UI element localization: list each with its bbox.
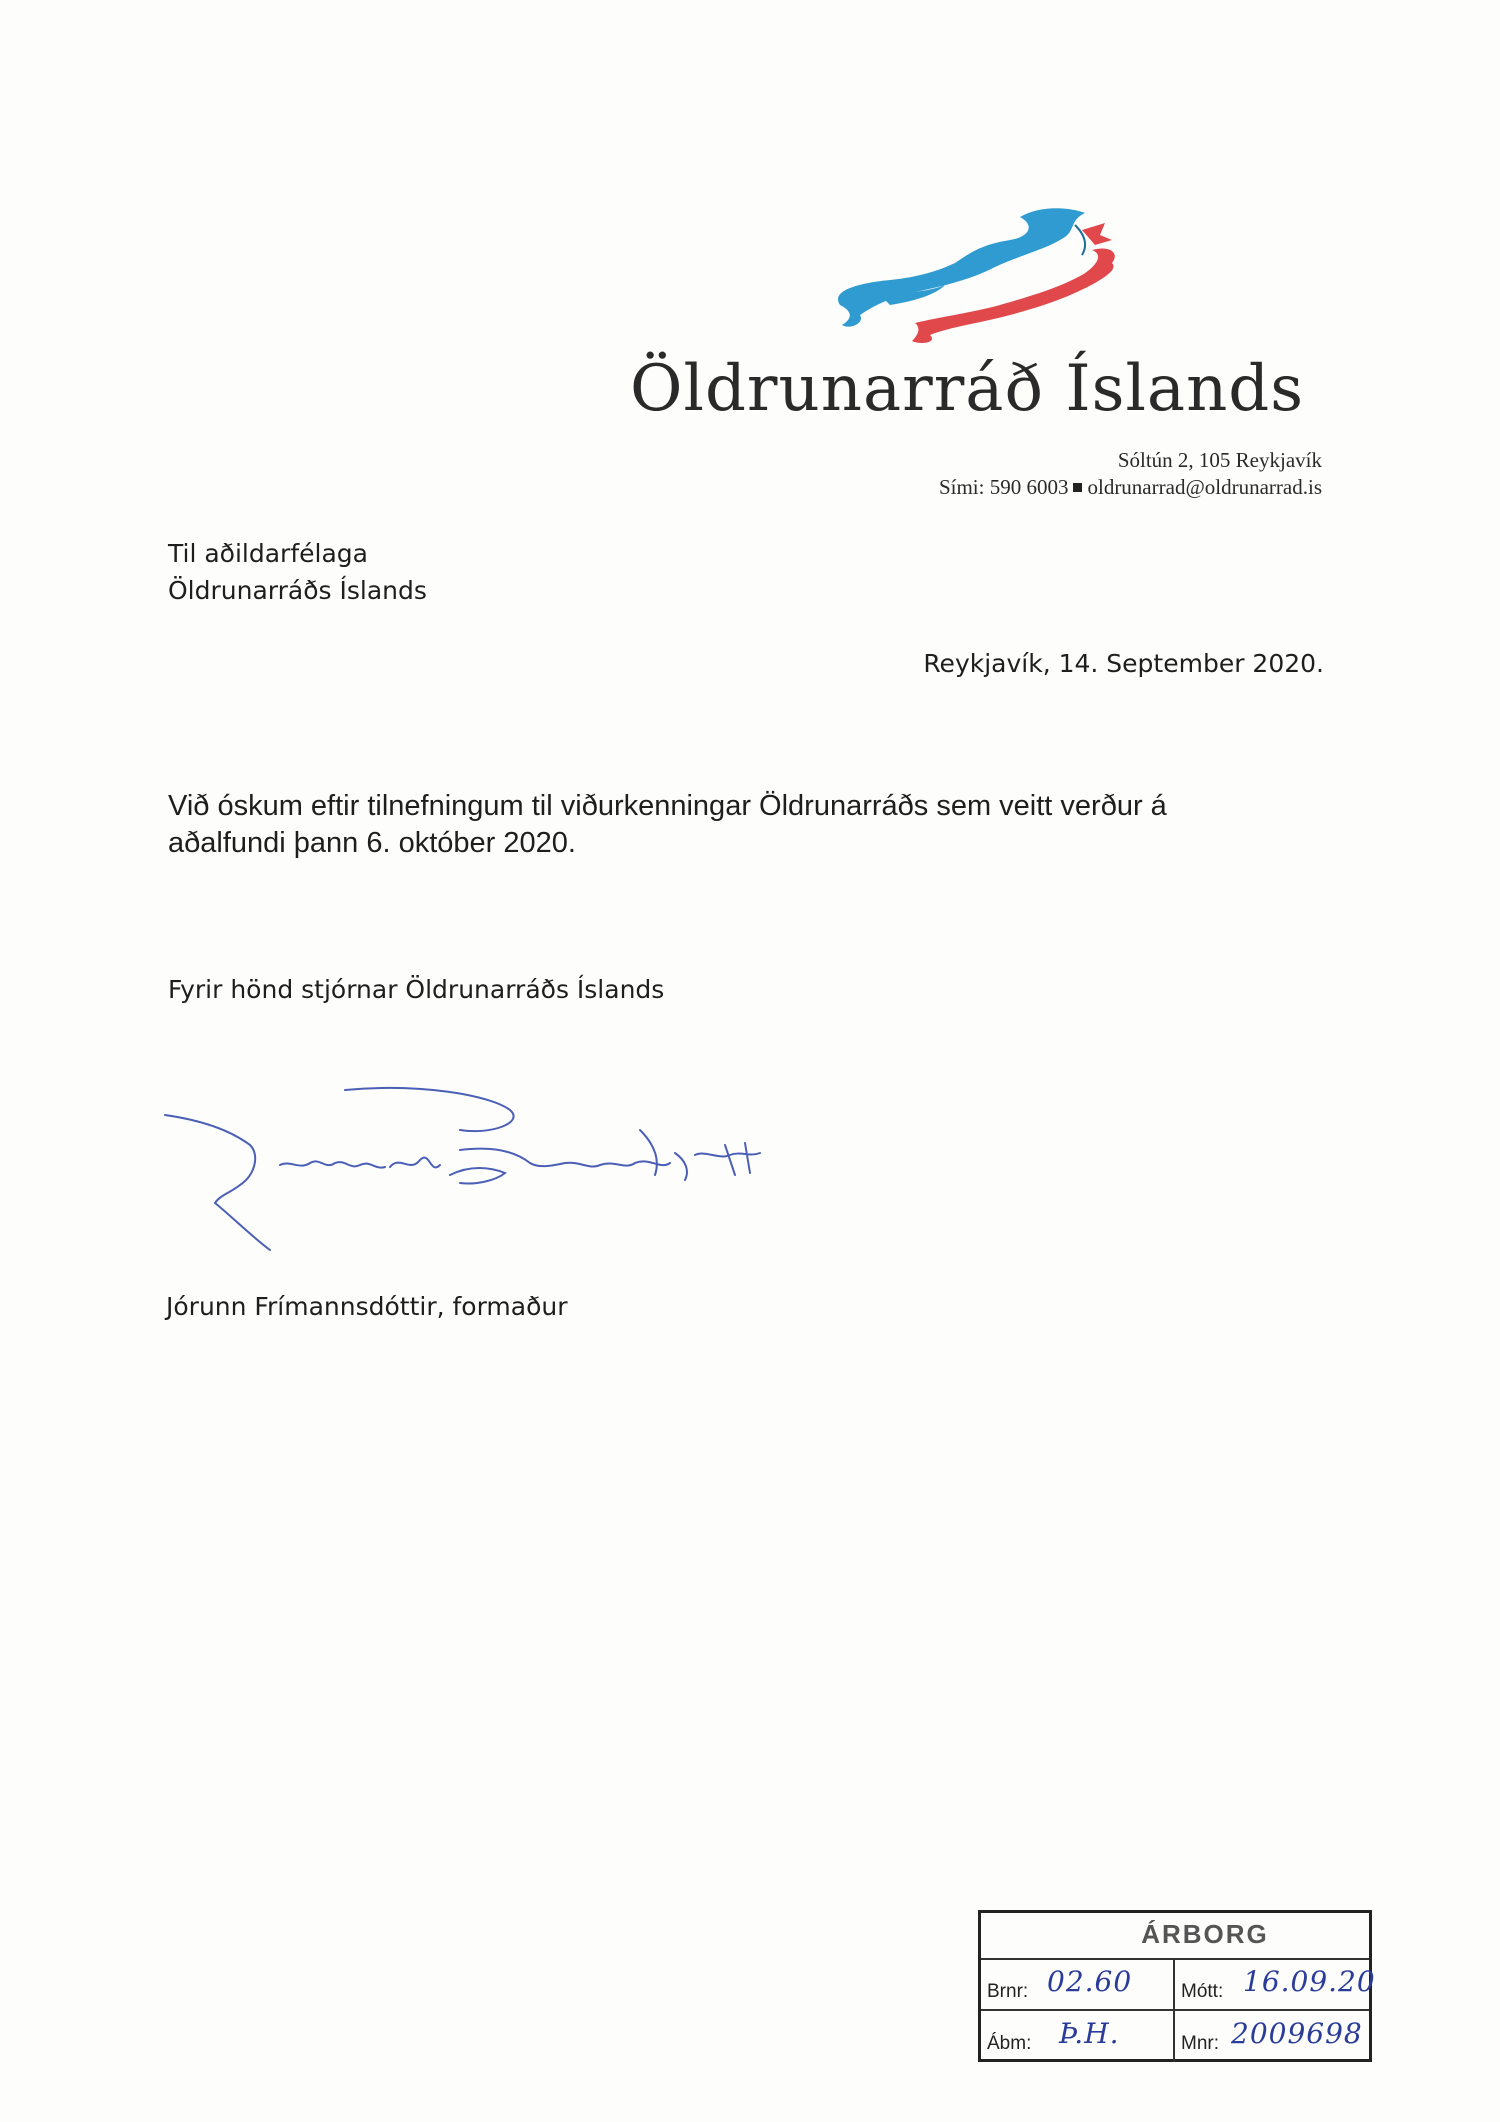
stamp-divider-top xyxy=(981,1958,1369,1960)
phone-number: Sími: 590 6003 xyxy=(938,475,1069,499)
stamp-mnr-value: 2009698 xyxy=(1231,2017,1363,2050)
letter-date: Reykjavík, 14. September 2020. xyxy=(923,649,1324,678)
stamp-abm-label: Ábm: xyxy=(987,2033,1032,2054)
recipient-line-2: Öldrunarráðs Íslands xyxy=(168,576,427,605)
stamp-title: ÁRBORG xyxy=(1141,1919,1269,1949)
closing-line: Fyrir hönd stjórnar Öldrunarráðs Íslands xyxy=(168,975,665,1004)
separator-square-icon xyxy=(1073,483,1082,492)
handwritten-signature xyxy=(160,1075,810,1265)
stamp-brnr-label: Brnr: xyxy=(987,1981,1029,2002)
body-line-2: aðalfundi þann 6. október 2020. xyxy=(168,827,576,859)
stamp-divider-vertical xyxy=(1173,1958,1175,2062)
stamp-mott-value: 16.09.20 xyxy=(1243,1965,1376,1998)
signer-name: Jórunn Frímannsdóttir, formaður xyxy=(166,1292,568,1321)
stamp-mnr-label: Mnr: xyxy=(1181,2033,1219,2054)
receipt-stamp xyxy=(978,1910,1376,2062)
ribbon-logo-icon xyxy=(820,195,1140,350)
street-address: Sóltún 2, 105 Reykjavík xyxy=(1117,448,1322,472)
letterhead-address xyxy=(939,447,1322,501)
stamp-mott-label: Mótt: xyxy=(1181,1981,1224,2002)
stamp-brnr-value: 02.60 xyxy=(1047,1965,1133,1998)
stamp-divider-middle xyxy=(981,2009,1369,2011)
body-line-1: Við óskum eftir tilnefningum til viðurkenningar Öldrunarráðs sem veitt verður á xyxy=(168,790,1167,822)
email-address: oldrunarrad@oldrunarrad.is xyxy=(1087,475,1322,499)
contact-line xyxy=(939,474,1322,501)
recipient-block xyxy=(168,535,427,609)
letter-body xyxy=(168,788,1288,862)
stamp-abm-value: Þ.H. xyxy=(1059,2017,1120,2050)
recipient-line-1: Til aðildarfélaga xyxy=(168,539,368,568)
org-name: Öldrunarráð Íslands xyxy=(630,352,1305,426)
